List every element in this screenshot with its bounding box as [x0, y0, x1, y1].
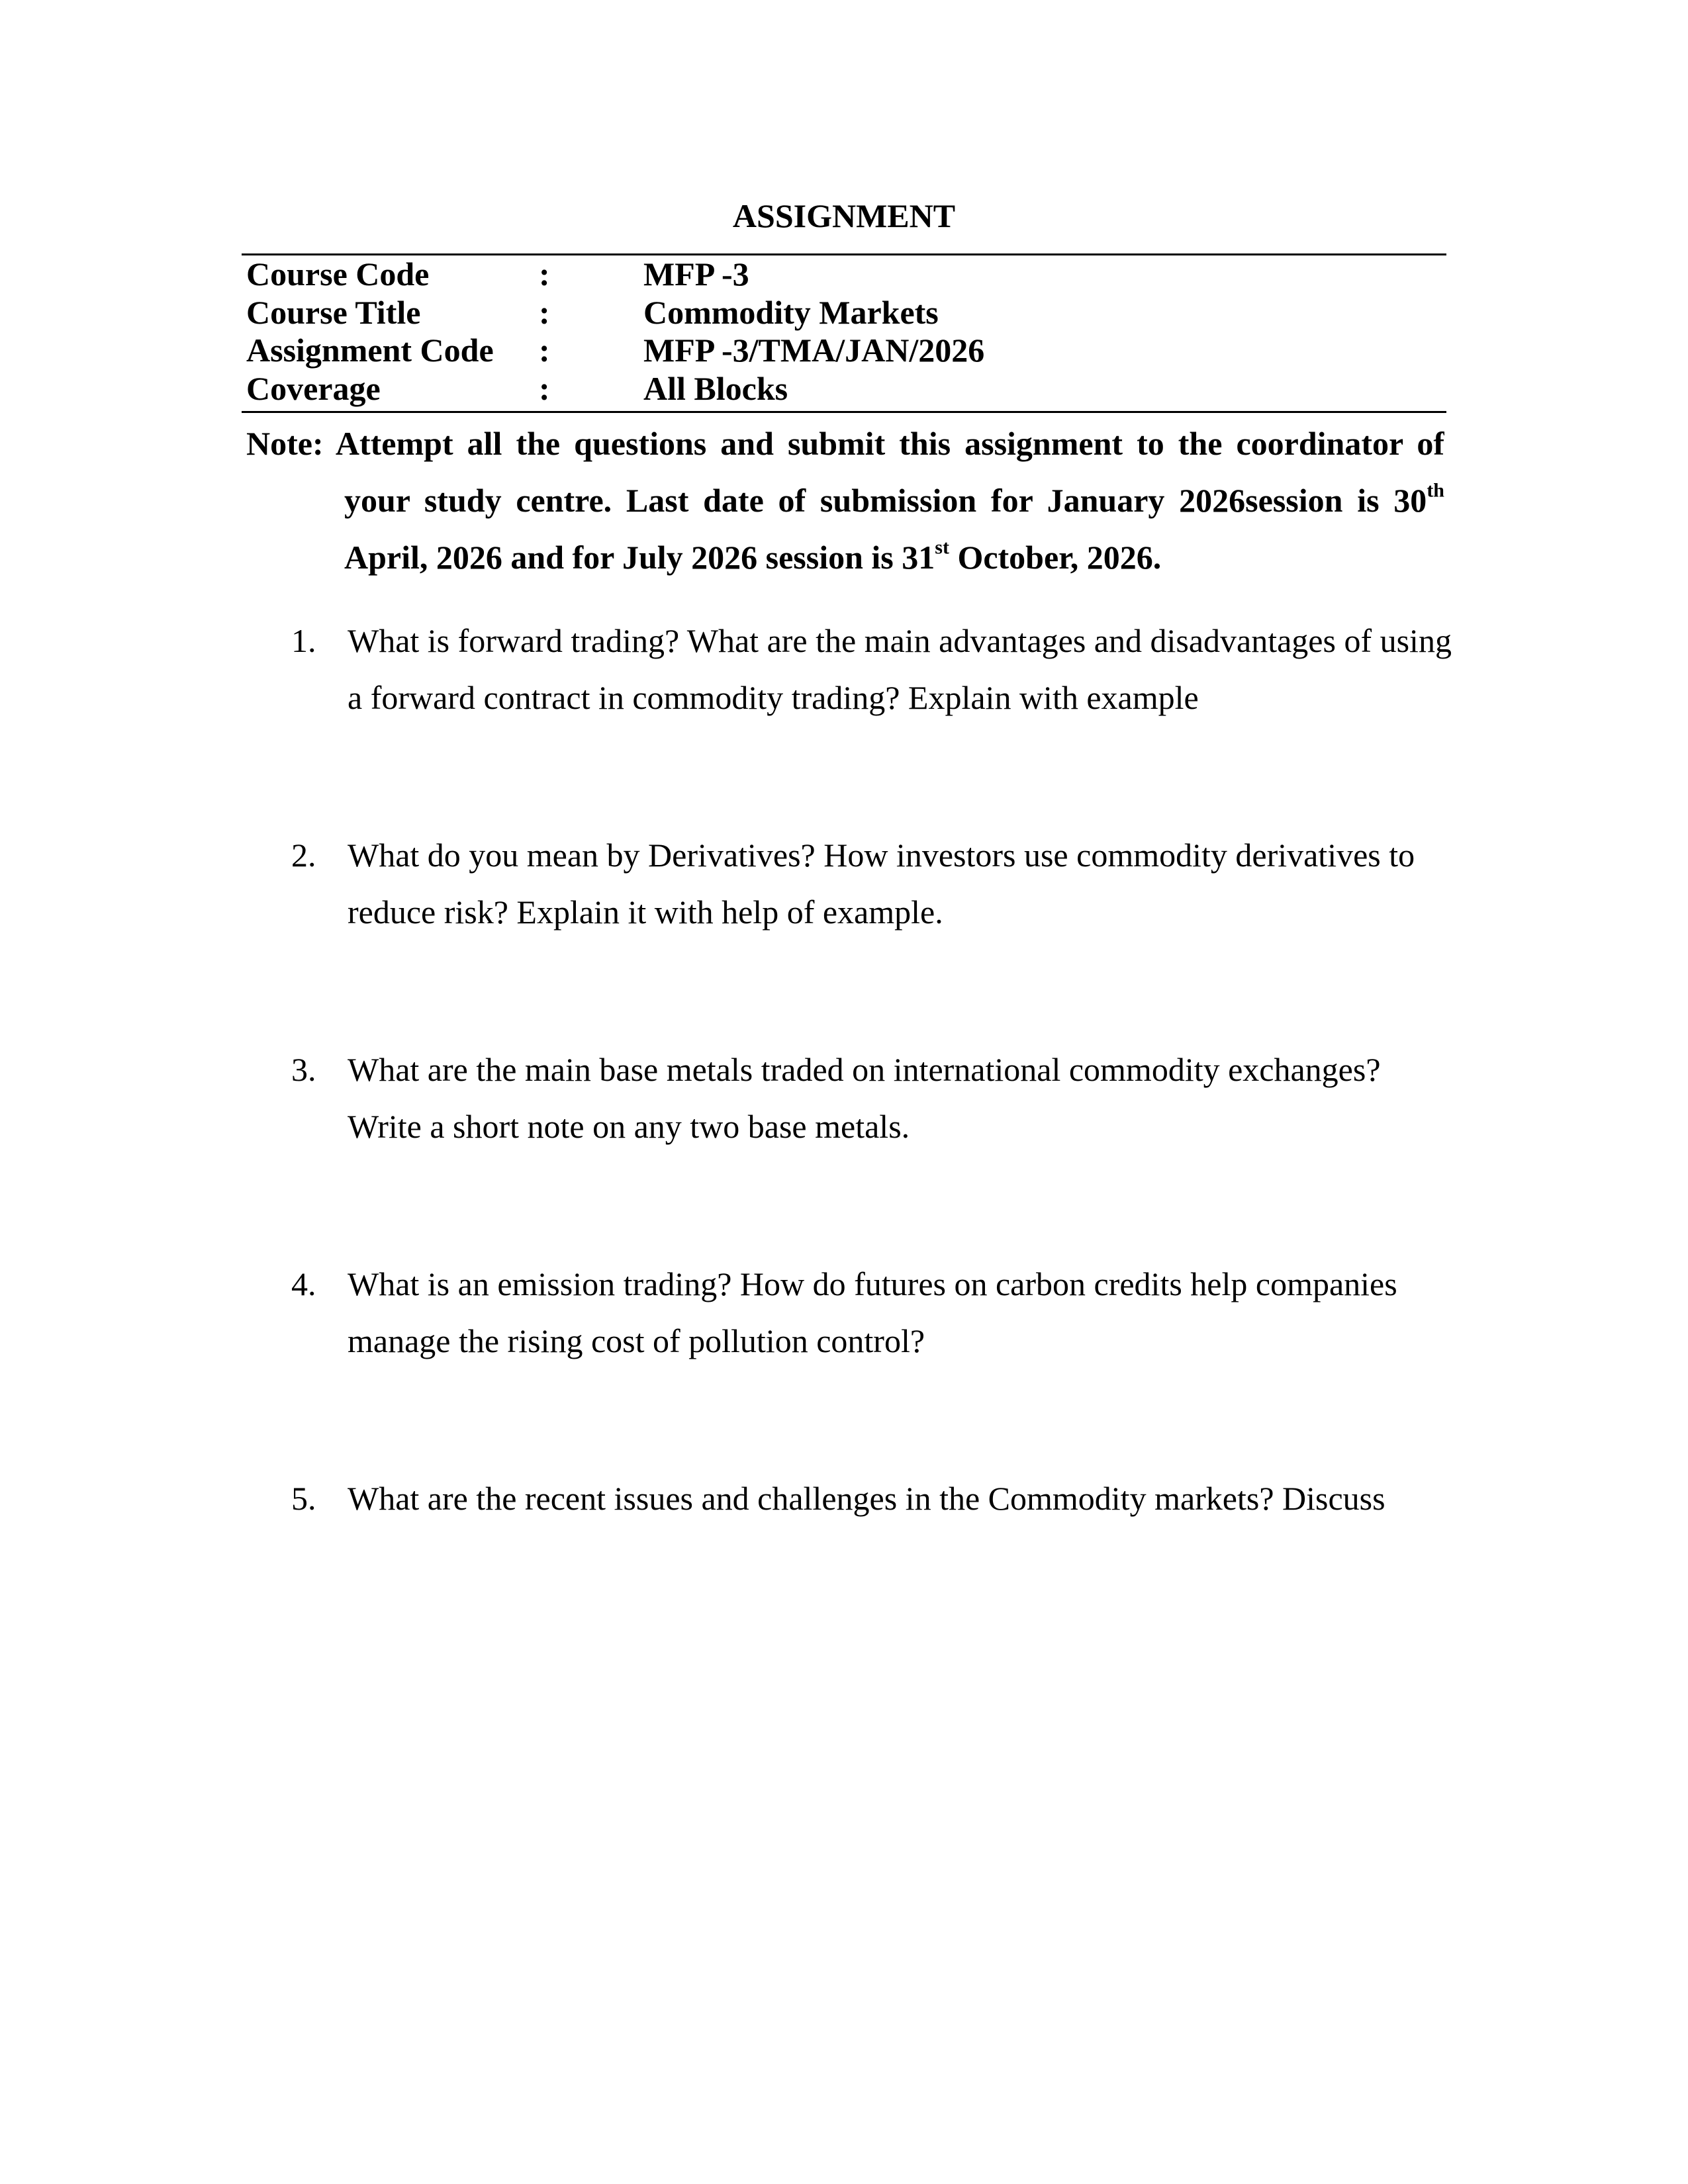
- meta-value: All Blocks: [643, 369, 788, 407]
- meta-label: Course Code: [246, 255, 430, 293]
- meta-value: MFP -3: [643, 255, 749, 293]
- meta-colon: :: [539, 332, 550, 369]
- note-line-3-end: October, 2026.: [949, 539, 1162, 576]
- question-item: [291, 827, 1456, 940]
- meta-row-coverage: [246, 370, 1444, 408]
- meta-value: MFP -3/TMA/JAN/2026: [643, 332, 985, 369]
- note-line-3-text: April, 2026 and for July 2026 session is 31: [344, 539, 935, 576]
- course-meta-table: [246, 255, 1444, 408]
- question-text: What are the recent issues and challenges in the Commodity markets? Discuss: [348, 1480, 1385, 1517]
- question-text: What is an emission trading? How do futures on carbon credits help companies manage the rising cost of pollution control?: [348, 1265, 1397, 1359]
- question-text: What are the main base metals traded on international commodity exchanges? Write a short note on any two base metals.: [348, 1051, 1381, 1145]
- question-number: 4.: [291, 1265, 316, 1302]
- question-number: 2.: [291, 837, 316, 874]
- meta-row-assignment-code: [246, 332, 1444, 370]
- question-item: [291, 1041, 1456, 1155]
- meta-colon: :: [539, 255, 550, 293]
- question-item: [291, 1470, 1456, 1527]
- question-number: 3.: [291, 1051, 316, 1088]
- question-number: 5.: [291, 1480, 316, 1517]
- note-superscript-st: st: [935, 536, 949, 559]
- note-line-2: [246, 472, 1444, 529]
- meta-value: Commodity Markets: [643, 293, 939, 331]
- meta-row-course-code: [246, 255, 1444, 294]
- meta-label: Course Title: [246, 293, 421, 331]
- submission-note: [246, 415, 1444, 586]
- question-text: What is forward trading? What are the main advantages and disadvantages of using a forward contract in commodity trading? Explain with example: [348, 622, 1452, 716]
- meta-colon: :: [539, 369, 550, 407]
- meta-row-course-title: [246, 294, 1444, 332]
- bottom-divider: [242, 411, 1446, 413]
- note-line-2-text: your study centre. Last date of submission for January 2026session is 30: [344, 482, 1427, 519]
- meta-label: Assignment Code: [246, 332, 494, 369]
- note-line-1: Note: Attempt all the questions and submit this assignment to the coordinator of: [246, 425, 1444, 462]
- note-superscript-th: th: [1427, 479, 1444, 502]
- question-text: What do you mean by Derivatives? How investors use commodity derivatives to reduce risk? Explain it with help of example.: [348, 837, 1415, 931]
- meta-label: Coverage: [246, 369, 381, 407]
- note-line-3: [246, 529, 1444, 586]
- page-title: ASSIGNMENT: [732, 197, 956, 234]
- question-item: [291, 612, 1456, 726]
- meta-colon: :: [539, 293, 550, 331]
- question-item: [291, 1255, 1456, 1369]
- question-number: 1.: [291, 622, 316, 659]
